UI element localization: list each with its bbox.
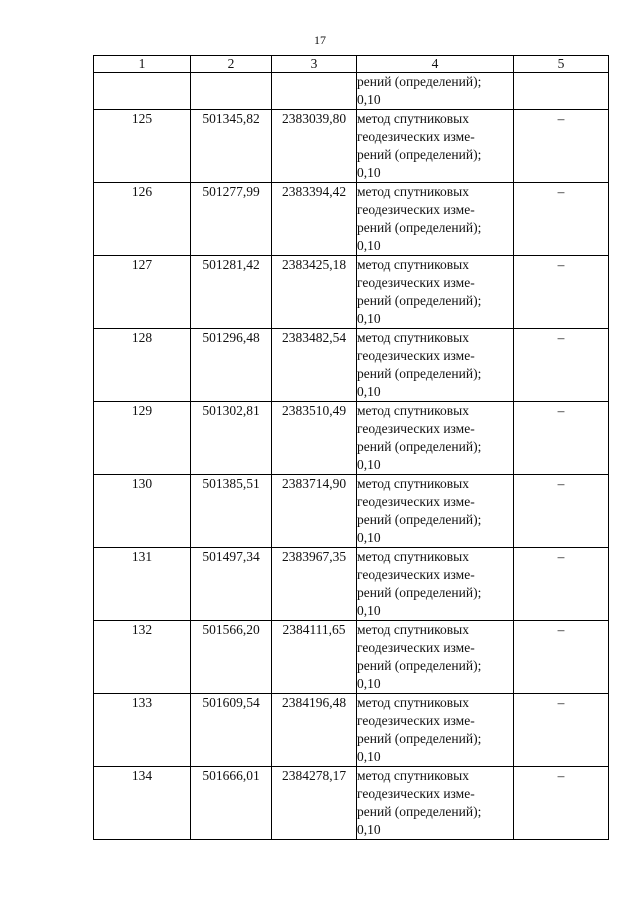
method-line: 0,10 xyxy=(357,457,381,472)
method-cell xyxy=(357,183,514,256)
method-line: метод спутниковых xyxy=(357,695,469,710)
table-row xyxy=(94,694,609,767)
method-cell xyxy=(357,694,514,767)
method-line: 0,10 xyxy=(357,676,381,691)
method-line: 0,10 xyxy=(357,238,381,253)
column-header-2: 2 xyxy=(191,56,272,73)
method-cell xyxy=(357,475,514,548)
point-number-cell: 130 xyxy=(94,475,191,548)
method-cell xyxy=(357,767,514,840)
method-line: геодезических изме- xyxy=(357,348,475,363)
continuation-x-cell xyxy=(191,73,272,110)
continuation-num-cell xyxy=(94,73,191,110)
method-line: 0,10 xyxy=(357,384,381,399)
continuation-method-cell xyxy=(357,73,514,110)
method-line: метод спутниковых xyxy=(357,622,469,637)
method-line: рений (определений); xyxy=(357,293,482,308)
method-line: геодезических изме- xyxy=(357,202,475,217)
note-cell: – xyxy=(514,694,609,767)
coordinates-table xyxy=(93,55,609,840)
method-cell xyxy=(357,256,514,329)
x-coordinate-cell: 501385,51 xyxy=(191,475,272,548)
method-line: 0,10 xyxy=(357,603,381,618)
method-line: геодезических изме- xyxy=(357,640,475,655)
table-row xyxy=(94,183,609,256)
column-header-1: 1 xyxy=(94,56,191,73)
method-line: метод спутниковых xyxy=(357,257,469,272)
point-number-cell: 133 xyxy=(94,694,191,767)
x-coordinate-cell: 501666,01 xyxy=(191,767,272,840)
method-line: рений (определений); xyxy=(357,731,482,746)
method-line: рений (определений); xyxy=(357,220,482,235)
point-number-cell: 129 xyxy=(94,402,191,475)
y-coordinate-cell: 2383967,35 xyxy=(272,548,357,621)
x-coordinate-cell: 501277,99 xyxy=(191,183,272,256)
x-coordinate-cell: 501296,48 xyxy=(191,329,272,402)
method-line: метод спутниковых xyxy=(357,111,469,126)
point-number-cell: 127 xyxy=(94,256,191,329)
note-cell: – xyxy=(514,183,609,256)
method-line: рений (определений); xyxy=(357,512,482,527)
method-cell xyxy=(357,621,514,694)
table-row xyxy=(94,256,609,329)
table-row xyxy=(94,329,609,402)
method-line: 0,10 xyxy=(357,92,381,107)
method-line: 0,10 xyxy=(357,822,381,837)
method-line: метод спутниковых xyxy=(357,330,469,345)
point-number-cell: 134 xyxy=(94,767,191,840)
method-line: геодезических изме- xyxy=(357,421,475,436)
method-line: 0,10 xyxy=(357,165,381,180)
method-line: геодезических изме- xyxy=(357,567,475,582)
note-cell: – xyxy=(514,767,609,840)
y-coordinate-cell: 2384196,48 xyxy=(272,694,357,767)
method-line: рений (определений); xyxy=(357,147,482,162)
x-coordinate-cell: 501345,82 xyxy=(191,110,272,183)
x-coordinate-cell: 501497,34 xyxy=(191,548,272,621)
table-row xyxy=(94,767,609,840)
x-coordinate-cell: 501302,81 xyxy=(191,402,272,475)
method-line: рений (определений); xyxy=(357,585,482,600)
y-coordinate-cell: 2383394,42 xyxy=(272,183,357,256)
table-header xyxy=(94,56,609,73)
method-line: геодезических изме- xyxy=(357,129,475,144)
method-cell xyxy=(357,402,514,475)
method-line: рений (определений); xyxy=(357,74,482,89)
note-cell: – xyxy=(514,621,609,694)
table-row xyxy=(94,475,609,548)
x-coordinate-cell: 501609,54 xyxy=(191,694,272,767)
point-number-cell: 125 xyxy=(94,110,191,183)
table-body xyxy=(94,73,609,840)
point-number-cell: 126 xyxy=(94,183,191,256)
method-line: 0,10 xyxy=(357,749,381,764)
continuation-row xyxy=(94,73,609,110)
continuation-y-cell xyxy=(272,73,357,110)
method-line: метод спутниковых xyxy=(357,476,469,491)
method-line: рений (определений); xyxy=(357,804,482,819)
note-cell: – xyxy=(514,548,609,621)
method-line: рений (определений); xyxy=(357,658,482,673)
continuation-note-cell xyxy=(514,73,609,110)
note-cell: – xyxy=(514,402,609,475)
y-coordinate-cell: 2383510,49 xyxy=(272,402,357,475)
note-cell: – xyxy=(514,329,609,402)
point-number-cell: 128 xyxy=(94,329,191,402)
method-line: метод спутниковых xyxy=(357,549,469,564)
method-line: геодезических изме- xyxy=(357,494,475,509)
point-number-cell: 131 xyxy=(94,548,191,621)
column-header-3: 3 xyxy=(272,56,357,73)
method-line: рений (определений); xyxy=(357,439,482,454)
method-line: метод спутниковых xyxy=(357,184,469,199)
method-line: геодезических изме- xyxy=(357,275,475,290)
note-cell: – xyxy=(514,110,609,183)
method-line: 0,10 xyxy=(357,311,381,326)
y-coordinate-cell: 2384111,65 xyxy=(272,621,357,694)
y-coordinate-cell: 2383039,80 xyxy=(272,110,357,183)
header-row xyxy=(94,56,609,73)
y-coordinate-cell: 2383482,54 xyxy=(272,329,357,402)
method-line: рений (определений); xyxy=(357,366,482,381)
note-cell: – xyxy=(514,256,609,329)
x-coordinate-cell: 501281,42 xyxy=(191,256,272,329)
method-cell xyxy=(357,329,514,402)
table-row xyxy=(94,621,609,694)
method-cell xyxy=(357,548,514,621)
method-cell xyxy=(357,110,514,183)
column-header-5: 5 xyxy=(514,56,609,73)
y-coordinate-cell: 2384278,17 xyxy=(272,767,357,840)
method-line: геодезических изме- xyxy=(357,713,475,728)
table-row xyxy=(94,548,609,621)
x-coordinate-cell: 501566,20 xyxy=(191,621,272,694)
column-header-4: 4 xyxy=(357,56,514,73)
table-row xyxy=(94,110,609,183)
page-number: 17 xyxy=(314,33,326,47)
method-line: 0,10 xyxy=(357,530,381,545)
method-line: геодезических изме- xyxy=(357,786,475,801)
method-line: метод спутниковых xyxy=(357,768,469,783)
method-line: метод спутниковых xyxy=(357,403,469,418)
point-number-cell: 132 xyxy=(94,621,191,694)
table-row xyxy=(94,402,609,475)
y-coordinate-cell: 2383425,18 xyxy=(272,256,357,329)
y-coordinate-cell: 2383714,90 xyxy=(272,475,357,548)
note-cell: – xyxy=(514,475,609,548)
